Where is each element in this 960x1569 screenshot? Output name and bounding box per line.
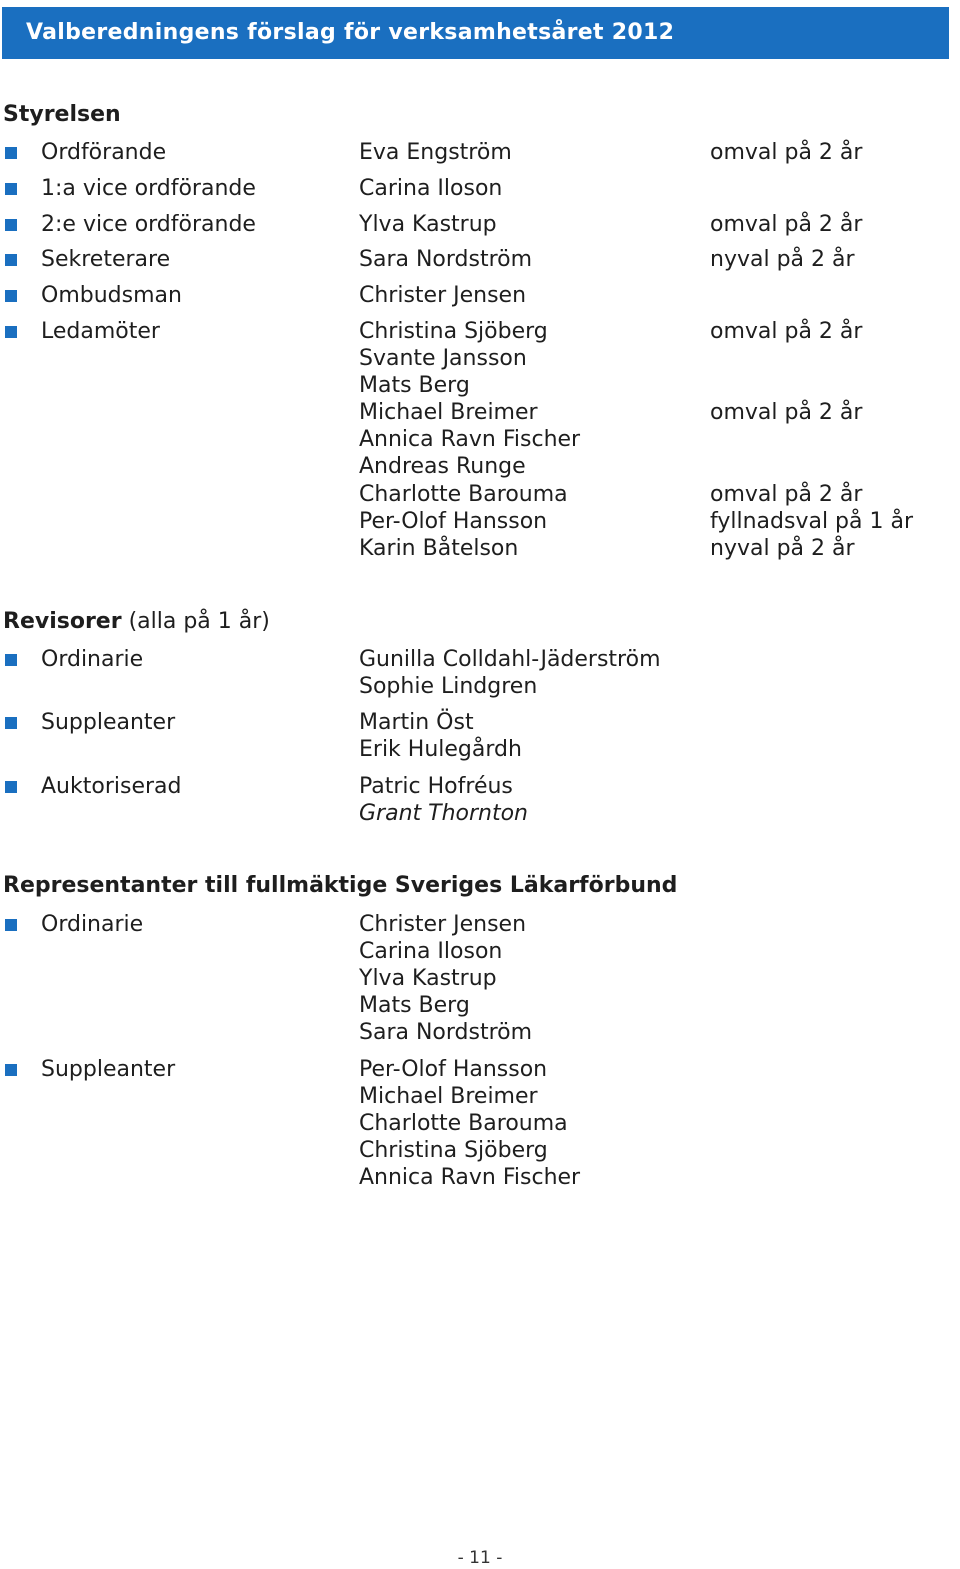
auditor-name: Martin Öst xyxy=(359,710,474,735)
member-name: Sara Nordström xyxy=(359,247,533,272)
member-name: Christer Jensen xyxy=(359,283,527,308)
page-title: Valberedningens förslag för verksamhetsåret 2012 xyxy=(26,20,675,45)
bullet-icon xyxy=(5,147,17,159)
bullet-icon xyxy=(5,219,17,231)
member-name: Per-Olof Hansson xyxy=(359,509,548,534)
term-text: omval på 2 år xyxy=(710,400,863,425)
member-name: Karin Båtelson xyxy=(359,536,519,561)
representanter-heading-text: Representanter till fullmäktige Sveriges Läkarförbund xyxy=(3,873,678,898)
role-label: Ordinarie xyxy=(41,647,144,672)
member-name: Svante Jansson xyxy=(359,346,527,371)
representative-name: Charlotte Barouma xyxy=(359,1111,568,1136)
bullet-icon xyxy=(5,654,17,666)
term-text: nyval på 2 år xyxy=(710,536,855,561)
term-text: omval på 2 år xyxy=(710,212,863,237)
representative-name: Christina Sjöberg xyxy=(359,1138,548,1163)
member-name: Andreas Runge xyxy=(359,454,526,479)
term-text: omval på 2 år xyxy=(710,319,863,344)
term-text: nyval på 2 år xyxy=(710,247,855,272)
role-label: Ordförande xyxy=(41,140,167,165)
term-text: omval på 2 år xyxy=(710,140,863,165)
role-label: Ledamöter xyxy=(41,319,160,344)
role-label: 1:a vice ordförande xyxy=(41,176,256,201)
styrelsen-heading-text: Styrelsen xyxy=(3,102,121,127)
bullet-icon xyxy=(5,919,17,931)
auditor-name: Erik Hulegårdh xyxy=(359,737,522,762)
section-heading-representanter xyxy=(3,873,677,899)
auditor-name: Gunilla Colldahl-Jäderström xyxy=(359,647,661,672)
member-name: Charlotte Barouma xyxy=(359,482,568,507)
member-name: Eva Engström xyxy=(359,140,512,165)
role-label: Sekreterare xyxy=(41,247,171,272)
member-name: Ylva Kastrup xyxy=(359,212,497,237)
auditor-name: Patric Hofréus xyxy=(359,774,513,799)
bullet-icon xyxy=(5,254,17,266)
auditor-name: Sophie Lindgren xyxy=(359,674,538,699)
representative-name: Christer Jensen xyxy=(359,912,527,937)
role-label: Ombudsman xyxy=(41,283,182,308)
member-name: Annica Ravn Fischer xyxy=(359,427,581,452)
representative-name: Sara Nordström xyxy=(359,1020,533,1045)
section-heading-styrelsen xyxy=(3,102,121,128)
header-bar xyxy=(2,7,949,59)
representative-name: Ylva Kastrup xyxy=(359,966,497,991)
bullet-icon xyxy=(5,326,17,338)
audit-firm-name: Grant Thornton xyxy=(359,801,528,826)
bullet-icon xyxy=(5,781,17,793)
bullet-icon xyxy=(5,290,17,302)
member-name: Mats Berg xyxy=(359,373,470,398)
revisorer-heading-text: Revisorer xyxy=(3,609,122,634)
representative-name: Carina Iloson xyxy=(359,939,503,964)
role-label: Auktoriserad xyxy=(41,774,182,799)
term-text: fyllnadsval på 1 år xyxy=(710,509,914,534)
role-label: Ordinarie xyxy=(41,912,144,937)
term-text: omval på 2 år xyxy=(710,482,863,507)
representative-name: Per-Olof Hansson xyxy=(359,1057,548,1082)
representative-name: Mats Berg xyxy=(359,993,470,1018)
member-name: Christina Sjöberg xyxy=(359,319,548,344)
role-label: Suppleanter xyxy=(41,1057,176,1082)
bullet-icon xyxy=(5,1064,17,1076)
revisorer-note: (alla på 1 år) xyxy=(121,609,270,634)
representative-name: Michael Breimer xyxy=(359,1084,538,1109)
bullet-icon xyxy=(5,183,17,195)
member-name: Carina Iloson xyxy=(359,176,503,201)
page-number: - 11 - xyxy=(457,1548,503,1568)
representative-name: Annica Ravn Fischer xyxy=(359,1165,581,1190)
member-name: Michael Breimer xyxy=(359,400,538,425)
role-label: Suppleanter xyxy=(41,710,176,735)
bullet-icon xyxy=(5,717,17,729)
role-label: 2:e vice ordförande xyxy=(41,212,256,237)
section-heading-revisorer xyxy=(3,609,270,635)
